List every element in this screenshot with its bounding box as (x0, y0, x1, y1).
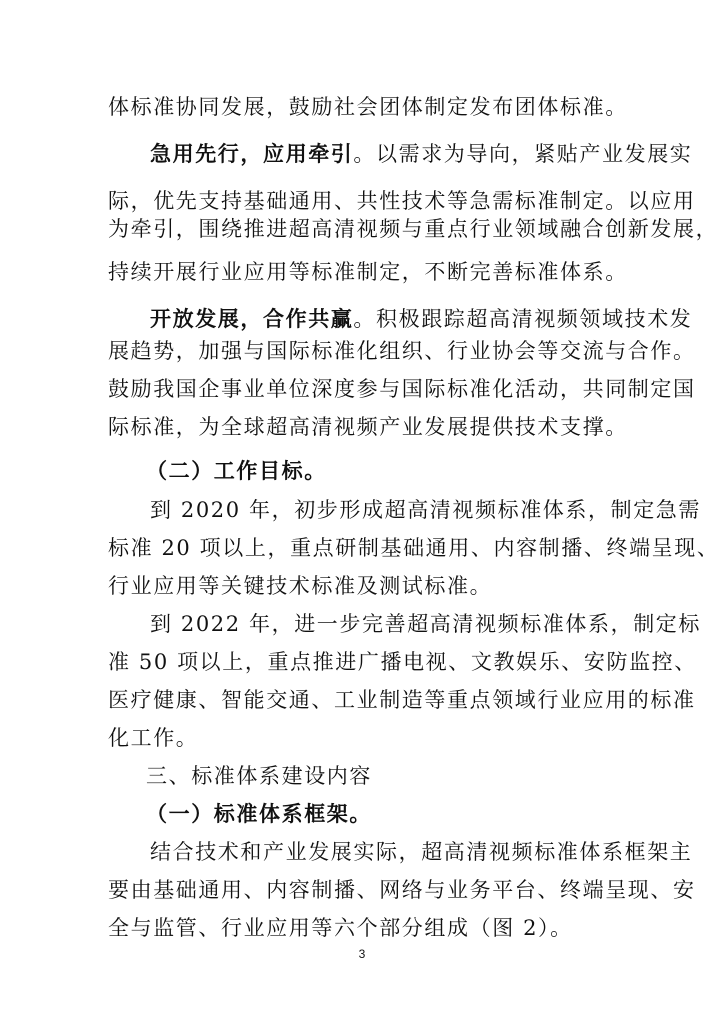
paragraph-line (150, 306, 693, 332)
paragraph-line: 到 2020 年，初步形成超高清视频标准体系，制定急需 (150, 498, 701, 522)
paragraph-line: 持续开展行业应用等标准制定，不断完善标准体系。 (108, 260, 628, 284)
bold-lead: 急用先行，应用牵引 (150, 141, 354, 166)
paragraph-text: 。以需求为导向，紧贴产业发展实 (353, 142, 693, 166)
section-heading: （一）标准体系框架。 (146, 801, 372, 826)
section-heading: （二）工作目标。 (146, 458, 327, 483)
paragraph-line: 标准 20 项以上，重点研制基础通用、内容制播、终端呈现、 (108, 536, 720, 560)
paragraph-line: 体标准协同发展，鼓励社会团体制定发布团体标准。 (108, 95, 628, 119)
paragraph-line: 医疗健康、智能交通、工业制造等重点领域行业应用的标准 (108, 688, 696, 712)
page-number: 3 (358, 947, 366, 961)
paragraph-line: 展趋势，加强与国际标准化组织、行业协会等交流与合作。 (108, 339, 696, 363)
paragraph-line: 际，优先支持基础通用、共性技术等急需标准制定。以应用 (108, 189, 696, 213)
paragraph-line: 鼓励我国企事业单位深度参与国际标准化活动，共同制定国 (108, 377, 696, 401)
paragraph-line: 准 50 项以上，重点推进广播电视、文教娱乐、安防监控、 (108, 650, 697, 674)
paragraph-line: 为牵引，围绕推进超高清视频与重点行业领域融合创新发展， (108, 217, 719, 241)
paragraph-line: 行业应用等关键技术标准及测试标准。 (108, 574, 493, 598)
bold-lead: 开放发展，合作共赢 (150, 306, 354, 331)
paragraph-text: 。积极跟踪超高清视频领域技术发 (353, 307, 693, 331)
paragraph-line: 全与监管、行业应用等六个部分组成（图 2）。 (108, 916, 573, 940)
paragraph-line: 际标准，为全球超高清视频产业发展提供技术支撑。 (108, 415, 628, 439)
paragraph-line (150, 141, 693, 167)
chapter-heading: 三、标准体系建设内容 (146, 764, 372, 788)
paragraph-line: 到 2022 年，进一步完善超高清视频标准体系，制定标 (150, 612, 701, 636)
paragraph-line: 结合技术和产业发展实际，超高清视频标准体系框架主 (150, 840, 693, 864)
paragraph-line: 化工作。 (108, 726, 199, 750)
paragraph-line: 要由基础通用、内容制播、网络与业务平台、终端呈现、安 (108, 878, 696, 902)
